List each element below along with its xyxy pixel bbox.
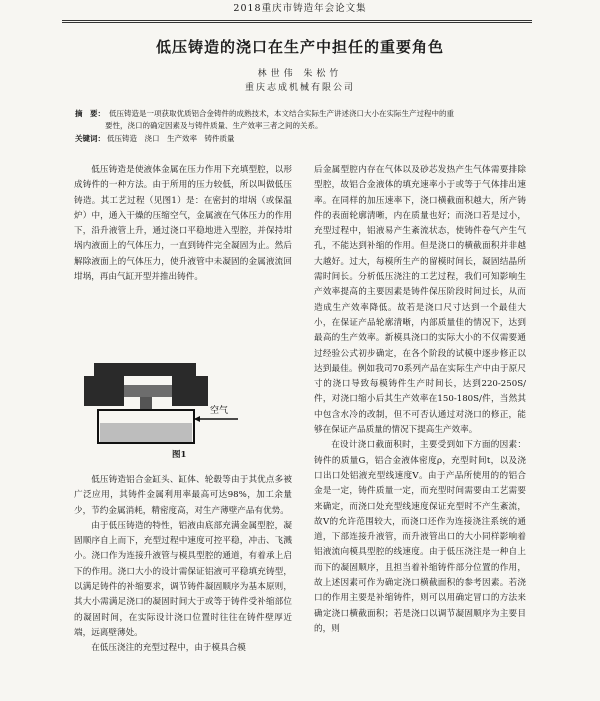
paper-title: 低压铸造的浇口在生产中担任的重要角色 xyxy=(155,38,444,56)
mold-cavity xyxy=(124,385,172,397)
paper-authors: 林世伟 朱松竹 xyxy=(257,69,343,79)
mold-left xyxy=(84,376,124,406)
header-rule xyxy=(62,20,532,23)
air-label: 空气 xyxy=(210,406,229,416)
intro-paragraph: 低压铸造是使液体金属在压力作用下充填型腔，以形成铸件的一种方法。由于所用的压力较低，所以叫做低压铸造。其工艺过程（见图1）是：在密封的坩埚（或保温炉）中，通入干燥的压缩空气，金属液在气体压力的作用下，沿升液管上升，通过浇口平稳地进入型腔，并保持坩埚内液面上的气体压力，一直到铸件完全凝固为止。然后解除液面上的气体压力，使升液管中未凝固的金属液流回坩埚，再由气缸开型并推出铸件。 xyxy=(74,165,292,283)
left-column-bottom xyxy=(74,473,292,657)
mold-top xyxy=(94,363,196,376)
keywords-label: 关键词： xyxy=(75,134,105,143)
application-paragraph: 低压铸造铝合金缸头、缸体、轮毂等由于其优点多被广泛应用，其铸件金属利用率最高可达98%，加工余量少，节约金属消耗，精密度高，对生产薄壁产品有优势。 xyxy=(74,475,292,516)
paper-affiliation: 重庆志成机械有限公司 xyxy=(244,83,355,93)
figure-1 xyxy=(82,355,292,445)
abstract-line-1 xyxy=(75,108,530,120)
abstract-label: 摘 要： xyxy=(75,109,105,118)
keywords-text: 低压铸造 浇口 生产效率 铸件质量 xyxy=(107,134,235,143)
gate-size-paragraph: 后金属型腔内存在气体以及砂芯发热产生气体需要排除型腔，故铝合金液体的填充速率小于或等于气体排出速率。在同样的加压速率下，浇口横截面积越大，所产铸件的表面轮廓清晰，内在质量也好；而浇口若是过小，充型过程中，铝液易产生紊流状态，使铸件卷气产生气孔，不能达到补缩的作用。但是浇口的横截面积并非越大越好。过大，每模所生产的留模时间长，凝固结晶所需时间长。分析低压浇注的工艺过程，我们可知影响生产效率提高的主要因素是铸件保压阶段时间过长，从而造成生产效率降低。故若是浇口尺寸达到一个最佳大小，在保证产品轮廓清晰，内部质量佳的情况下，达到最高的生产效率。新模具浇口的实际大小的不仅需要通过经验公式初步确定，在各个阶段的试模中逐步修正以达到最佳。例如我司70系列产品在实际生产中由于原尺寸的浇口导致每模铸件生产时间长，达到220-250S/件，对浇口缩小后其生产效率在150-180S/件，当然其中包含水冷的改制，但不可否认通过对浇口的修正，能够在保证产品质量的情况下提高生产效率。 xyxy=(314,165,526,436)
gate-design-paragraph: 在设计浇口截面积时，主要受到如下方面的因素：铸件的质量G，铝合金液体密度ρ，充型时间t，以及浇口出口处铝液充型线速度V。由于产品所使用的的铝合金是一定，铸件质量一定，而充型时间需要由工艺需要来确定，而浇口处充型线速度保证充型时不产生紊流，故V的允许范围较大，而浇口还作为连接浇注系统的通道，下部连接升液管，而升液管出口的大小同样影响着铝液流向模具型腔的线速度。由于低压浇注是一种自上而下的凝固顺序，且担当着补缩铸件部分位置的作用，故上述因素可作为确定浇口横截面积的参考因素。若浇口的作用主要是补缩铸件，则可以用确定冒口的方法来确定浇口横截面积；若是浇口以调节凝固顺序为主要目的，则 xyxy=(314,440,526,634)
gate-role-paragraph: 由于低压铸造的特性，铝液由底部充满金属型腔，凝固顺序自上而下，充型过程中速度可控平稳，冲击、飞溅小。浇口作为连接升液管与模具型腔的通道，有着承上启下的作用。浇口大小的设计需保证铝液可平稳填充铸型，以满足铸件的补缩要求，调节铸件凝固顺序为基本原则，其大小需满足浇口的凝固时间大于或等于铸件受补缩部位的凝固时间，在实际设计浇口位置时往往在铸件壁厚近端，远离壁薄处。 xyxy=(74,520,292,638)
mold-right xyxy=(172,376,208,406)
abstract-text-1: 低压铸造是一项获取优质铝合金铸件的成熟技术，本文结合实际生产讲述浇口大小在实际生产过程中的重 xyxy=(109,109,454,118)
low-pressure-casting-diagram xyxy=(82,355,292,445)
abstract-line-2: 要性，浇口的确定因素及与铸件质量、生产效率三者之间的关系。 xyxy=(105,121,323,130)
abstract xyxy=(75,108,530,132)
left-column-top xyxy=(74,163,292,285)
molten-metal xyxy=(100,423,192,442)
right-column xyxy=(314,163,526,637)
running-header: 2018重庆市铸造年会论文集 xyxy=(233,3,367,14)
figure-caption: 图1 xyxy=(172,450,187,460)
filling-paragraph-start: 在低压浇注的充型过程中，由于模具合模 xyxy=(91,643,246,654)
keywords xyxy=(75,133,530,145)
